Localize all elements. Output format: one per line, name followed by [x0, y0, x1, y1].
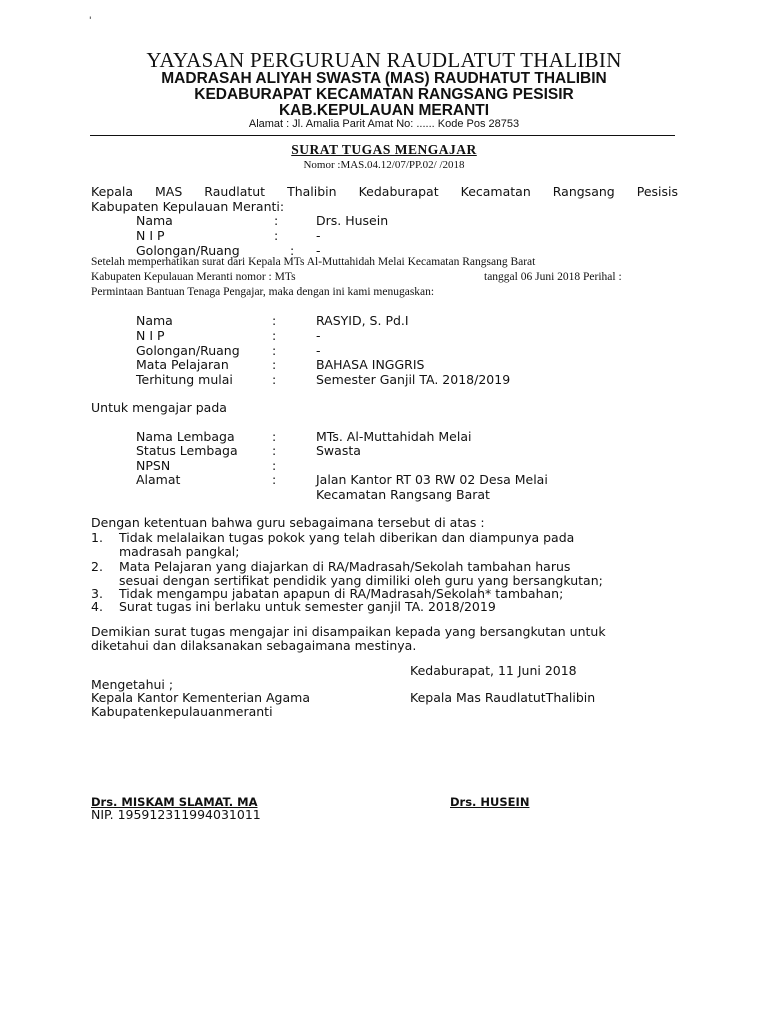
issuer-name-value: Drs. Husein	[316, 213, 389, 228]
issuer-name-colon: :	[274, 213, 279, 228]
corner-mark: '	[89, 16, 92, 26]
institution-name-value: MTs. Al-Muttahidah Melai	[316, 429, 472, 444]
school-location: KEDABURAPAT KECAMATAN RANGSANG PESISIR	[194, 86, 574, 103]
assignee-nip-value: -	[316, 328, 321, 343]
term-text: sesuai dengan sertifikat pendidik yang dimiliki oleh guru yang bersangkutan;	[119, 573, 603, 588]
institution-npsn-label: NPSN	[136, 458, 171, 473]
term-text: Tidak mengampu jabatan apapun di RA/Madrasah/Sekolah* tambahan;	[119, 586, 564, 601]
assignee-name-value: RASYID, S. Pd.I	[316, 313, 409, 328]
term-text: Tidak melalaikan tugas pokok yang telah diberikan dan diampunya pada	[119, 530, 575, 545]
header-divider	[90, 135, 675, 136]
term-text: Surat tugas ini berlaku untuk semester ganjil TA. 2018/2019	[119, 599, 496, 614]
intro-line-1: Kepala MAS Raudlatut Thalibin Kedaburapat Kecamatan Rangsang Pesisis	[91, 184, 678, 199]
issuer-nip-colon: :	[274, 228, 279, 243]
teach-at-heading: Untuk mengajar pada	[91, 400, 227, 415]
term-number: 4.	[91, 599, 103, 614]
assignee-start-label: Terhitung mulai	[136, 372, 233, 387]
assignee-name-label: Nama	[136, 313, 173, 328]
institution-status-label: Status Lembaga	[136, 443, 238, 458]
assignee-nip-label: N I P	[136, 328, 165, 343]
institution-address-continued: Kecamatan Rangsang Barat	[316, 487, 490, 502]
letter-title: SURAT TUGAS MENGAJAR	[291, 142, 477, 157]
institution-name-colon: :	[272, 429, 277, 444]
assignee-start-colon: :	[272, 372, 277, 387]
place-date: Kedaburapat, 11 Juni 2018	[410, 663, 577, 678]
reference-line-1: Setelah memperhatikan surat dari Kepala MTs Al-Muttahidah Melai Kecamatan Rangsang Barat	[91, 256, 536, 268]
foundation-name: YAYASAN PERGURUAN RAUDLATUT THALIBIN	[146, 48, 622, 72]
assignee-nip-colon: :	[272, 328, 277, 343]
term-number: 1.	[91, 530, 103, 545]
assignee-rank-label: Golongan/Ruang	[136, 343, 240, 358]
institution-status-colon: :	[272, 443, 277, 458]
right-signer-name: Drs. HUSEIN	[450, 795, 530, 809]
intro-line-2: Kabupaten Kepulauan Meranti:	[91, 199, 285, 214]
institution-address-colon: :	[272, 472, 277, 487]
issuer-nip-value: -	[316, 228, 321, 243]
issuer-nip-label: N I P	[136, 228, 165, 243]
reference-line-2a: Kabupaten Kepulauan Meranti nomor : MTs	[91, 271, 296, 283]
closing-line-2: diketahui dan dilaksanakan sebagaimana mestinya.	[91, 638, 417, 653]
institution-name-label: Nama Lembaga	[136, 429, 235, 444]
right-signer-title: Kepala Mas RaudlatutThalibin	[410, 690, 596, 705]
assignee-rank-value: -	[316, 343, 321, 358]
issuer-rank-colon: :	[290, 243, 295, 258]
assignee-subject-label: Mata Pelajaran	[136, 357, 229, 372]
acknowledged-label: Mengetahui ;	[91, 677, 174, 692]
left-signer-title-2: Kabupatenkepulauanmeranti	[91, 704, 273, 719]
letter-number: Nomor :MAS.04.12/07/PP.02/ /2018	[303, 159, 465, 171]
left-signer-nip: NIP. 195912311994031011	[91, 807, 261, 822]
school-name: MADRASAH ALIYAH SWASTA (MAS) RAUDHATUT THALIBIN	[161, 70, 607, 87]
term-text: Mata Pelajaran yang diajarkan di RA/Madrasah/Sekolah tambahan harus	[119, 559, 571, 574]
assignee-rank-colon: :	[272, 343, 277, 358]
left-signer-title: Kepala Kantor Kementerian Agama	[91, 690, 310, 705]
issuer-rank-label: Golongan/Ruang	[136, 243, 240, 258]
issuer-name-label: Nama	[136, 213, 173, 228]
term-text: madrasah pangkal;	[119, 544, 240, 559]
left-signer-name: Drs. MISKAM SLAMAT. MA	[91, 795, 258, 809]
school-address: Alamat : Jl. Amalia Parit Amat No: ...... Kode Pos 28753	[248, 118, 520, 130]
assignee-start-value: Semester Ganjil TA. 2018/2019	[316, 372, 511, 387]
institution-address-value: Jalan Kantor RT 03 RW 02 Desa Melai	[316, 472, 548, 487]
term-number: 3.	[91, 586, 103, 601]
institution-npsn-colon: :	[272, 458, 277, 473]
assignee-subject-value: BAHASA INGGRIS	[316, 357, 425, 372]
term-number: 2.	[91, 559, 103, 574]
assignee-name-colon: :	[272, 313, 277, 328]
institution-status-value: Swasta	[316, 443, 361, 458]
institution-address-label: Alamat	[136, 472, 181, 487]
reference-line-3: Permintaan Bantuan Tenaga Pengajar, maka dengan ini kami menugaskan:	[91, 286, 435, 298]
school-regency: KAB.KEPULAUAN MERANTI	[278, 102, 490, 119]
issuer-rank-value: -	[316, 243, 321, 258]
terms-intro: Dengan ketentuan bahwa guru sebagaimana tersebut di atas :	[91, 515, 485, 530]
reference-line-2b: tanggal 06 Juni 2018 Perihal :	[484, 271, 622, 283]
closing-line-1: Demikian surat tugas mengajar ini disampaikan kepada yang bersangkutan untuk	[91, 624, 606, 639]
assignee-subject-colon: :	[272, 357, 277, 372]
